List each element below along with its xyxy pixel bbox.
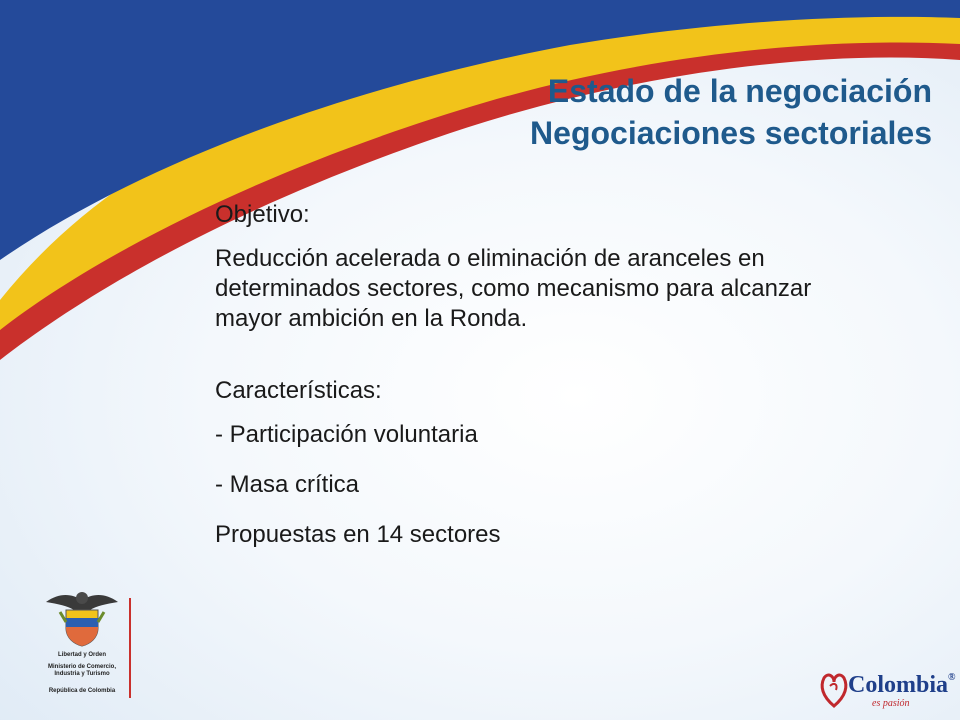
title-line-1: Estado de la negociación (547, 73, 932, 109)
registered-mark: ® (948, 672, 956, 683)
crest-motto: Libertad y Orden (57, 652, 106, 658)
objective-text: Reducción acelerada o eliminación de aranceles en determinados sectores, como mecanismo para alcanzar mayor ambición en la Ronda. (215, 245, 812, 332)
ministry-name: Ministerio de Comercio, Industria y Turismo (47, 664, 116, 677)
brand-tagline: es pasión (872, 698, 910, 709)
country-name: República de Colombia (48, 688, 116, 694)
ministry-logo (36, 588, 136, 706)
slide-body (215, 200, 875, 570)
heart-swirl-icon (818, 666, 850, 710)
title-line-2: Negociaciones sectoriales (530, 115, 932, 151)
proposals-line: Propuestas en 14 sectores (215, 521, 501, 548)
feature-item: - Participación voluntaria (215, 421, 478, 448)
features-heading: Características: (215, 377, 382, 404)
objective-heading: Objetivo: (215, 201, 310, 228)
coat-of-arms-icon (36, 588, 128, 650)
slide-title (530, 70, 932, 154)
feature-item: - Masa crítica (215, 471, 360, 498)
brand-name: Colombia® (848, 672, 956, 698)
logo-divider (129, 598, 131, 698)
colombia-brand-logo (818, 660, 956, 715)
